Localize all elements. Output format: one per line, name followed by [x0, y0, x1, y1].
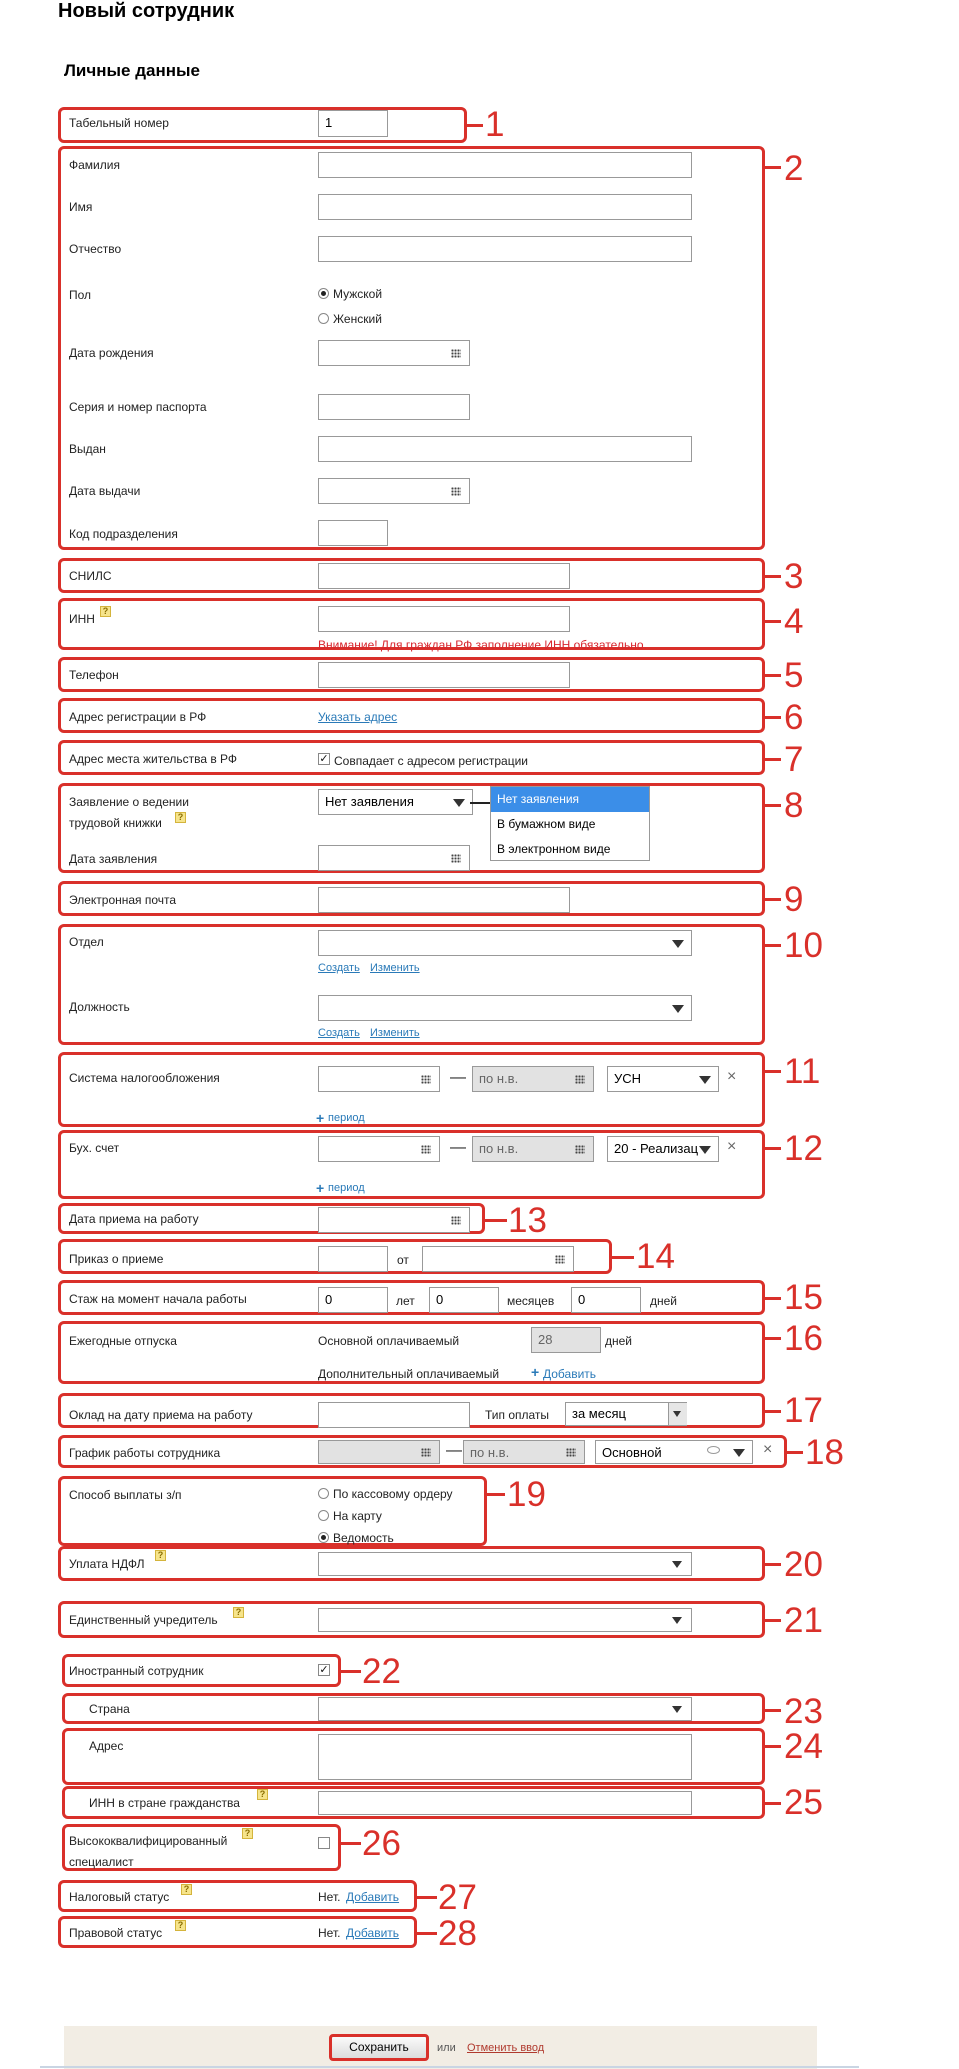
experience-days-input[interactable]: 0 — [571, 1287, 641, 1313]
annotation-leader-12 — [765, 1147, 781, 1150]
schedule-label: График работы сотрудника — [69, 1446, 221, 1460]
snils-label: СНИЛС — [69, 569, 112, 583]
calendar-icon[interactable] — [451, 1216, 461, 1225]
payment-label: Способ выплаты з/п — [69, 1488, 182, 1502]
inn-input[interactable] — [318, 606, 570, 632]
annotation-number-8: 8 — [784, 786, 804, 825]
annotation-number-14: 14 — [636, 1237, 675, 1276]
dropdown-option[interactable]: В бумажном виде — [497, 817, 596, 831]
annotation-leader-20 — [765, 1563, 781, 1566]
annotation-leader-13 — [485, 1219, 507, 1222]
department-edit-link[interactable]: Изменить — [370, 962, 420, 974]
account-to-input[interactable]: по н.в. — [472, 1136, 594, 1162]
department-label: Отдел — [69, 935, 104, 949]
eye-icon[interactable] — [707, 1446, 720, 1454]
position-select[interactable] — [318, 995, 692, 1021]
schedule-select[interactable]: Основной — [595, 1440, 753, 1464]
inn-label: ИНН — [69, 612, 95, 626]
payment-statement-radio[interactable] — [318, 1532, 329, 1543]
annotation-leader-19 — [487, 1493, 505, 1496]
annotation-leader-9 — [765, 898, 781, 901]
experience-label: Стаж на момент начала работы — [69, 1292, 247, 1306]
work-book-dropdown — [490, 786, 650, 861]
hire-date-label: Дата приема на работу — [69, 1212, 199, 1226]
annotation-leader-10 — [765, 944, 781, 947]
experience-days-unit: дней — [650, 1294, 678, 1308]
chevron-down-icon — [672, 1005, 684, 1013]
patronymic-input[interactable] — [318, 236, 692, 262]
annotation-number-2: 2 — [784, 149, 804, 188]
specify-address-link[interactable]: Указать адрес — [318, 710, 398, 724]
issue-date-input[interactable] — [318, 478, 470, 504]
hire-order-number-input[interactable] — [318, 1246, 388, 1272]
calendar-icon[interactable] — [421, 1075, 431, 1084]
annotation-number-13: 13 — [508, 1201, 547, 1240]
birth-date-label: Дата рождения — [69, 346, 154, 360]
annotation-leader-8 — [765, 804, 781, 807]
gender-label: Пол — [69, 288, 92, 302]
tax-system-add-period-link[interactable]: период — [328, 1112, 365, 1124]
annotation-number-28: 28 — [438, 1914, 477, 1953]
calendar-icon[interactable] — [451, 854, 461, 863]
annotation-leader-25 — [765, 1802, 781, 1805]
reg-address-label: Адрес регистрации в РФ — [69, 710, 207, 724]
account-add-period-link[interactable]: период — [328, 1182, 365, 1194]
vacation-label: Ежегодные отпуска — [69, 1334, 177, 1348]
tab-number-input[interactable]: 1 — [318, 110, 388, 137]
help-icon[interactable]: ? — [242, 1828, 253, 1839]
experience-years-unit: лет — [396, 1294, 415, 1308]
tab-number-label: Табельный номер — [69, 116, 169, 130]
chevron-down-icon — [453, 799, 465, 807]
chevron-down-icon — [699, 1076, 711, 1084]
close-icon[interactable]: × — [727, 1138, 737, 1155]
help-icon[interactable]: ? — [233, 1607, 244, 1618]
range-dash: — — [446, 1442, 462, 1459]
division-code-label: Код подразделения — [69, 527, 178, 541]
annotation-number-7: 7 — [784, 740, 804, 779]
annotation-number-6: 6 — [784, 698, 804, 737]
tax-system-to-input[interactable]: по н.в. — [472, 1066, 594, 1092]
passport-label: Серия и номер паспорта — [69, 400, 207, 414]
live-address-label: Адрес места жительства в РФ — [69, 752, 238, 766]
chevron-down-icon — [673, 1411, 681, 1417]
annotation-leader-17 — [765, 1410, 781, 1413]
work-book-label-line2: трудовой книжки — [69, 816, 162, 830]
annotation-leader-24 — [765, 1745, 781, 1748]
foreign-inn-input[interactable] — [318, 1791, 692, 1815]
schedule-to-input[interactable]: по н.в. — [463, 1440, 585, 1464]
founder-select[interactable] — [318, 1608, 692, 1632]
tax-status-add-link[interactable]: Добавить — [346, 1890, 400, 1904]
chevron-down-icon — [699, 1146, 711, 1154]
chevron-down-icon — [672, 1617, 682, 1624]
annotation-number-20: 20 — [784, 1545, 823, 1584]
calendar-icon[interactable] — [575, 1075, 585, 1084]
foreign-checkbox[interactable]: ✓ — [319, 1664, 329, 1676]
position-edit-link[interactable]: Изменить — [370, 1027, 420, 1039]
experience-months-unit: месяцев — [507, 1294, 555, 1308]
payment-cash-label: По кассовому ордеру — [333, 1487, 453, 1501]
snils-input[interactable] — [318, 563, 570, 589]
help-icon[interactable]: ? — [181, 1884, 192, 1895]
annotation-leader-21 — [765, 1619, 781, 1622]
add-icon: + — [531, 1364, 540, 1380]
help-icon[interactable]: ? — [175, 812, 186, 823]
annotation-number-22: 22 — [362, 1652, 401, 1691]
hire-date-input[interactable] — [318, 1207, 470, 1233]
country-label: Страна — [89, 1702, 130, 1716]
calendar-icon[interactable] — [451, 487, 461, 496]
foreign-inn-label: ИНН в стране гражданства — [89, 1796, 240, 1810]
annotation-number-12: 12 — [784, 1129, 823, 1168]
phone-label: Телефон — [69, 668, 119, 682]
first-name-input[interactable] — [318, 194, 692, 220]
ndfl-label: Уплата НДФЛ — [69, 1557, 145, 1571]
vacation-extra-label: Дополнительный оплачиваемый — [318, 1367, 500, 1381]
department-select[interactable] — [318, 930, 692, 956]
close-icon[interactable]: × — [763, 1441, 773, 1458]
pay-type-label: Тип оплаты — [485, 1408, 550, 1422]
annotation-number-9: 9 — [784, 880, 804, 919]
add-period-icon: + — [316, 1110, 325, 1126]
dropdown-option[interactable]: В электронном виде — [497, 842, 611, 856]
position-create-link[interactable]: Создать — [318, 1027, 360, 1039]
calendar-icon[interactable] — [566, 1448, 576, 1457]
help-icon[interactable]: ? — [100, 606, 111, 617]
email-label: Электронная почта — [69, 893, 177, 907]
hire-order-from-label: от — [397, 1253, 409, 1267]
issued-by-input[interactable] — [318, 436, 692, 462]
legal-status-label: Правовой статус — [69, 1926, 163, 1940]
annotation-number-21: 21 — [784, 1601, 823, 1640]
annotation-leader-28 — [417, 1932, 437, 1935]
calendar-icon[interactable] — [555, 1255, 565, 1264]
chevron-down-icon — [672, 940, 684, 948]
annotation-number-16: 16 — [784, 1319, 823, 1358]
gender-male-radio[interactable] — [318, 288, 329, 299]
annotation-number-4: 4 — [784, 602, 804, 641]
close-icon[interactable]: × — [727, 1068, 737, 1085]
country-select[interactable] — [318, 1697, 692, 1721]
annotation-number-19: 19 — [507, 1475, 546, 1514]
gender-female-radio[interactable] — [318, 313, 329, 324]
issued-by-label: Выдан — [69, 442, 106, 456]
range-dash: — — [450, 1069, 466, 1086]
hire-order-date-input[interactable] — [422, 1246, 574, 1272]
annotation-number-23: 23 — [784, 1692, 823, 1731]
dropdown-option[interactable]: Нет заявления — [491, 787, 649, 812]
footer-or-text: или — [437, 2042, 456, 2054]
page-title: Новый сотрудник — [58, 0, 235, 22]
hire-order-label: Приказ о приеме — [69, 1252, 164, 1266]
vacation-main-label: Основной оплачиваемый — [318, 1334, 460, 1348]
save-button[interactable]: Сохранить — [329, 2034, 429, 2061]
passport-input[interactable] — [318, 394, 470, 420]
annotation-number-1: 1 — [485, 105, 505, 144]
annotation-number-10: 10 — [784, 926, 823, 965]
footer-bottom-line — [40, 2066, 859, 2068]
annotation-leader-14 — [612, 1256, 634, 1259]
calendar-icon[interactable] — [421, 1145, 431, 1154]
salary-label: Оклад на дату приема на работу — [69, 1408, 253, 1422]
gender-female-label: Женский — [333, 312, 382, 326]
account-label: Бух. счет — [69, 1141, 120, 1155]
pay-type-select[interactable]: за месяц — [565, 1402, 687, 1426]
department-create-link[interactable]: Создать — [318, 962, 360, 974]
annotation-number-3: 3 — [784, 557, 804, 596]
statement-date-input[interactable] — [318, 845, 470, 871]
specialist-checkbox[interactable] — [318, 1837, 330, 1849]
tax-status-value: Нет. — [318, 1890, 341, 1904]
work-book-select[interactable]: Нет заявления — [318, 789, 473, 815]
chevron-down-icon — [672, 1561, 682, 1568]
last-name-label: Фамилия — [69, 158, 120, 172]
annotation-leader-16 — [765, 1337, 781, 1340]
calendar-icon[interactable] — [575, 1145, 585, 1154]
experience-years-input[interactable]: 0 — [318, 1287, 388, 1313]
cancel-link[interactable]: Отменить ввод — [467, 2042, 545, 2054]
last-name-input[interactable] — [318, 152, 692, 178]
annotation-number-5: 5 — [784, 656, 804, 695]
payment-statement-label: Ведомость — [333, 1531, 394, 1545]
annotation-leader-22 — [341, 1670, 361, 1673]
add-period-icon: + — [316, 1180, 325, 1196]
gender-male-label: Мужской — [333, 287, 383, 301]
annotation-number-18: 18 — [805, 1433, 844, 1472]
same-address-checkbox[interactable]: ✓ — [319, 753, 329, 765]
foreign-label: Иностранный сотрудник — [69, 1664, 204, 1678]
statement-date-label: Дата заявления — [69, 852, 158, 866]
help-icon[interactable]: ? — [257, 1789, 268, 1800]
annotation-leader-6 — [765, 716, 781, 719]
patronymic-label: Отчество — [69, 242, 122, 256]
annotation-number-24: 24 — [784, 1727, 823, 1766]
annotation-number-15: 15 — [784, 1278, 823, 1317]
calendar-icon[interactable] — [421, 1448, 431, 1457]
help-icon[interactable]: ? — [155, 1550, 166, 1561]
annotation-leader-2 — [765, 166, 781, 169]
experience-months-input[interactable]: 0 — [429, 1287, 499, 1313]
annotation-leader-4 — [765, 620, 781, 623]
annotation-number-17: 17 — [784, 1391, 823, 1430]
payment-card-label: На карту — [333, 1509, 382, 1523]
vacation-main-days-input[interactable]: 28 — [531, 1327, 601, 1353]
specialist-label-line2: специалист — [69, 1855, 134, 1869]
chevron-down-icon — [733, 1449, 745, 1457]
annotation-leader-15 — [765, 1297, 781, 1300]
issue-date-label: Дата выдачи — [69, 484, 141, 498]
annotation-leader-11 — [765, 1070, 781, 1073]
first-name-label: Имя — [69, 200, 93, 214]
range-dash: — — [450, 1139, 466, 1156]
legal-status-add-link[interactable]: Добавить — [346, 1926, 400, 1940]
inn-warning: Внимание! Для граждан РФ заполнение ИНН обязательно. — [318, 638, 647, 652]
vacation-days-unit: дней — [605, 1334, 633, 1348]
annotation-number-26: 26 — [362, 1824, 401, 1863]
help-icon[interactable]: ? — [175, 1920, 186, 1931]
division-code-input[interactable] — [318, 520, 388, 546]
annotation-leader-23 — [765, 1709, 781, 1712]
account-select[interactable]: 20 - Реализац — [607, 1136, 719, 1162]
vacation-add-link[interactable]: Добавить — [543, 1367, 597, 1381]
position-label: Должность — [69, 1000, 130, 1014]
ndfl-select[interactable] — [318, 1552, 692, 1576]
payment-card-radio[interactable] — [318, 1510, 329, 1521]
annotation-leader-1 — [467, 124, 483, 127]
chevron-down-icon — [672, 1706, 682, 1713]
annotation-leader-18 — [787, 1451, 803, 1454]
salary-input[interactable] — [318, 1402, 470, 1428]
same-address-label: Совпадает с адресом регистрации — [334, 754, 528, 768]
address-textarea[interactable] — [318, 1734, 692, 1780]
specialist-label-line1: Высококвалифицированный — [69, 1834, 228, 1848]
annotation-leader-27 — [417, 1896, 437, 1899]
legal-status-value: Нет. — [318, 1926, 341, 1940]
annotation-number-25: 25 — [784, 1783, 823, 1822]
section-title: Личные данные — [64, 61, 200, 80]
address-label: Адрес — [89, 1739, 124, 1753]
founder-label: Единственный учредитель — [69, 1613, 218, 1627]
birth-date-input[interactable] — [318, 340, 470, 366]
annotation-leader-3 — [765, 575, 781, 578]
annotation-leader-5 — [765, 674, 781, 677]
annotation-leader-26 — [341, 1842, 361, 1845]
tax-status-label: Налоговый статус — [69, 1890, 170, 1904]
annotation-leader-7 — [765, 758, 781, 761]
email-input[interactable] — [318, 887, 570, 913]
tax-system-label: Система налогообложения — [69, 1071, 220, 1085]
annotation-number-27: 27 — [438, 1878, 477, 1917]
tax-system-select[interactable]: УСН — [607, 1066, 719, 1092]
calendar-icon[interactable] — [451, 349, 461, 358]
phone-input[interactable] — [318, 662, 570, 688]
annotation-number-11: 11 — [784, 1052, 821, 1091]
work-book-label-line1: Заявление о ведении — [69, 795, 189, 809]
payment-cash-radio[interactable] — [318, 1488, 329, 1499]
